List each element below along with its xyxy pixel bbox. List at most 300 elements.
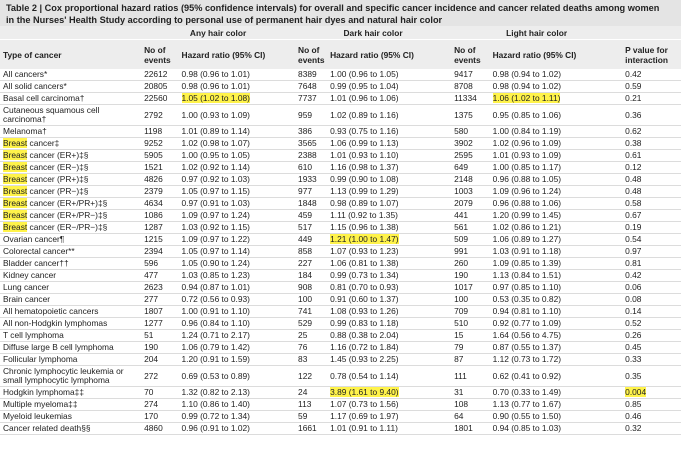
cell-hr-dark: 0.98 (0.89 to 1.07) xyxy=(327,198,451,210)
cell-type-rest: cancer (ER+/PR+)‡§ xyxy=(27,198,108,208)
cell-type: Kidney cancer xyxy=(0,270,141,282)
cell-hr-dark: 0.99 (0.83 to 1.18) xyxy=(327,318,451,330)
cell-hr-any: 1.02 (0.98 to 1.07) xyxy=(179,138,296,150)
cell-hr-any: 1.10 (0.86 to 1.40) xyxy=(179,399,296,411)
cell-pvalue: 0.21 xyxy=(622,93,681,105)
cell-pvalue: 0.14 xyxy=(622,306,681,318)
cell-events-light: 111 xyxy=(451,366,489,387)
caption-line-2: in the Nurses' Health Study according to personal use of permanent hair dyes and natural hair color xyxy=(6,15,443,25)
table-row xyxy=(0,423,681,435)
cell-events-any: 277 xyxy=(141,294,178,306)
cell-hr-light: 1.00 (0.85 to 1.17) xyxy=(490,162,623,174)
cell-type xyxy=(0,138,141,150)
cell-hr-any: 0.69 (0.53 to 0.89) xyxy=(179,366,296,387)
table-row xyxy=(0,354,681,366)
table-row xyxy=(0,126,681,138)
cell-hr-light: 0.98 (0.94 to 1.02) xyxy=(490,81,623,93)
table-row xyxy=(0,258,681,270)
cell-hr-any: 1.00 (0.91 to 1.10) xyxy=(179,306,296,318)
table-row xyxy=(0,150,681,162)
cell-hr-light: 1.03 (0.91 to 1.18) xyxy=(490,246,623,258)
cell-pvalue: 0.58 xyxy=(622,198,681,210)
cell-events-light: 3902 xyxy=(451,138,489,150)
cell-events-dark: 529 xyxy=(295,318,327,330)
cell-type-rest: cancer (PR+)‡§ xyxy=(27,174,89,184)
breast-highlight: Breast xyxy=(3,174,28,184)
cell-events-light: 561 xyxy=(451,222,489,234)
cell-pvalue: 0.48 xyxy=(622,186,681,198)
cell-type-rest: cancer (PR−)‡§ xyxy=(27,186,89,196)
breast-highlight: Breast xyxy=(3,186,28,196)
cell-hr-dark: 0.88 (0.38 to 2.04) xyxy=(327,330,451,342)
cell-type: Chronic lymphocytic leukemia or small lymphocytic lymphoma xyxy=(0,366,141,387)
cell-pvalue: 0.36 xyxy=(622,105,681,126)
cell-events-light: 510 xyxy=(451,318,489,330)
cell-hr-any: 0.96 (0.84 to 1.10) xyxy=(179,318,296,330)
table-row xyxy=(0,81,681,93)
cell-events-light: 9417 xyxy=(451,69,489,81)
cell-hr-light: 0.70 (0.33 to 1.49) xyxy=(490,387,623,399)
cell-hr-dark: 0.81 (0.70 to 0.93) xyxy=(327,282,451,294)
cell-pvalue: 0.81 xyxy=(622,258,681,270)
cell-events-light: 11334 xyxy=(451,93,489,105)
cell-hr-any: 0.98 (0.96 to 1.01) xyxy=(179,69,296,81)
cell-events-any: 1287 xyxy=(141,222,178,234)
cell-hr-any: 1.05 (0.90 to 1.24) xyxy=(179,258,296,270)
cell-events-any: 2394 xyxy=(141,246,178,258)
cell-events-light: 2595 xyxy=(451,150,489,162)
breast-highlight: Breast xyxy=(3,162,28,172)
cell-hr-dark: 1.07 (0.93 to 1.23) xyxy=(327,246,451,258)
cell-hr-light: 1.02 (0.96 to 1.09) xyxy=(490,138,623,150)
cell-events-light: 31 xyxy=(451,387,489,399)
cell-hr-light: 1.02 (0.86 to 1.21) xyxy=(490,222,623,234)
cell-type-rest: cancer (ER+)‡§ xyxy=(27,150,89,160)
value-highlight: 1.21 (1.00 to 1.47) xyxy=(330,234,399,244)
cell-pvalue: 0.62 xyxy=(622,126,681,138)
cell-hr-light: 0.94 (0.85 to 1.03) xyxy=(490,423,623,435)
cell-hr-any: 0.97 (0.91 to 1.03) xyxy=(179,198,296,210)
cell-events-any: 2379 xyxy=(141,186,178,198)
cell-events-dark: 908 xyxy=(295,282,327,294)
cell-type: Basal cell carcinoma† xyxy=(0,93,141,105)
caption-line-1: Table 2 | Cox proportional hazard ratios (95% confidence intervals) for overall and specific cancer incidence and cancer related deaths among women xyxy=(6,3,660,13)
cell-events-dark: 741 xyxy=(295,306,327,318)
cell-events-dark: 959 xyxy=(295,105,327,126)
table-row xyxy=(0,138,681,150)
cell-events-dark: 227 xyxy=(295,258,327,270)
cell-pvalue: 0.06 xyxy=(622,282,681,294)
cell-hr-light: 0.94 (0.81 to 1.10) xyxy=(490,306,623,318)
cell-pvalue: 0.42 xyxy=(622,270,681,282)
cell-type: Melanoma† xyxy=(0,126,141,138)
cell-hr-light: 0.97 (0.85 to 1.10) xyxy=(490,282,623,294)
cell-hr-light: 0.62 (0.41 to 0.92) xyxy=(490,366,623,387)
cell-pvalue: 0.46 xyxy=(622,411,681,423)
cell-hr-light: 1.09 (0.96 to 1.24) xyxy=(490,186,623,198)
cell-events-dark: 386 xyxy=(295,126,327,138)
cell-events-any: 9252 xyxy=(141,138,178,150)
cell-events-any: 2792 xyxy=(141,105,178,126)
cell-hr-dark: 1.45 (0.93 to 2.25) xyxy=(327,354,451,366)
cell-events-dark: 83 xyxy=(295,354,327,366)
breast-highlight: Breast xyxy=(3,150,28,160)
cell-type: All solid cancers* xyxy=(0,81,141,93)
cell-hr-any: 1.06 (0.79 to 1.42) xyxy=(179,342,296,354)
table-row xyxy=(0,399,681,411)
cell-type: Multiple myeloma‡‡ xyxy=(0,399,141,411)
cell-hr-any: 1.01 (0.89 to 1.14) xyxy=(179,126,296,138)
table-row xyxy=(0,234,681,246)
cell-events-any: 22612 xyxy=(141,69,178,81)
cell-hr-light: 1.13 (0.77 to 1.67) xyxy=(490,399,623,411)
cell-hr-any xyxy=(179,93,296,105)
cell-hr-light: 0.98 (0.94 to 1.02) xyxy=(490,69,623,81)
cell-type xyxy=(0,198,141,210)
cell-type: Brain cancer xyxy=(0,294,141,306)
table-row xyxy=(0,186,681,198)
column-header-row xyxy=(0,40,681,70)
cell-events-light: 1801 xyxy=(451,423,489,435)
table-caption xyxy=(0,0,681,26)
cell-hr-dark: 1.02 (0.89 to 1.16) xyxy=(327,105,451,126)
cell-type: Follicular lymphoma xyxy=(0,354,141,366)
cell-events-dark: 858 xyxy=(295,246,327,258)
table-row xyxy=(0,174,681,186)
cell-hr-dark: 0.91 (0.60 to 1.37) xyxy=(327,294,451,306)
cell-hr-light: 1.06 (0.89 to 1.27) xyxy=(490,234,623,246)
cell-events-dark: 517 xyxy=(295,222,327,234)
cell-events-dark: 1933 xyxy=(295,174,327,186)
cell-type: Colorectal cancer** xyxy=(0,246,141,258)
cell-hr-light: 1.12 (0.73 to 1.72) xyxy=(490,354,623,366)
cell-type: All non-Hodgkin lymphomas xyxy=(0,318,141,330)
cell-events-dark: 7648 xyxy=(295,81,327,93)
cell-hr-dark: 0.93 (0.75 to 1.16) xyxy=(327,126,451,138)
table-row xyxy=(0,330,681,342)
col-events-light: No of events xyxy=(451,40,489,70)
cell-hr-light: 0.96 (0.88 to 1.05) xyxy=(490,174,623,186)
cell-events-light: 580 xyxy=(451,126,489,138)
cell-hr-any: 1.24 (0.71 to 2.17) xyxy=(179,330,296,342)
cell-events-any: 204 xyxy=(141,354,178,366)
cell-pvalue: 0.33 xyxy=(622,354,681,366)
cell-pvalue: 0.85 xyxy=(622,399,681,411)
cell-hr-dark: 1.15 (0.96 to 1.38) xyxy=(327,222,451,234)
cell-type: Lung cancer xyxy=(0,282,141,294)
cell-events-any: 274 xyxy=(141,399,178,411)
cell-type xyxy=(0,210,141,222)
cell-hr-dark: 1.07 (0.73 to 1.56) xyxy=(327,399,451,411)
table-row xyxy=(0,282,681,294)
col-hr-any: Hazard ratio (95% CI) xyxy=(179,40,296,70)
cell-events-light: 79 xyxy=(451,342,489,354)
group-light-hair: Light hair color xyxy=(451,26,622,40)
col-hr-dark: Hazard ratio (95% CI) xyxy=(327,40,451,70)
table-body xyxy=(0,69,681,435)
cell-hr-dark: 1.16 (0.72 to 1.84) xyxy=(327,342,451,354)
cell-hr-any: 0.99 (0.72 to 1.34) xyxy=(179,411,296,423)
cell-events-any: 1086 xyxy=(141,210,178,222)
cell-hr-light: 1.09 (0.85 to 1.39) xyxy=(490,258,623,270)
cell-hr-dark: 1.17 (0.69 to 1.97) xyxy=(327,411,451,423)
breast-highlight: Breast xyxy=(3,198,28,208)
table-row xyxy=(0,222,681,234)
cell-hr-dark: 0.78 (0.54 to 1.14) xyxy=(327,366,451,387)
cell-events-light: 991 xyxy=(451,246,489,258)
cell-events-any: 1807 xyxy=(141,306,178,318)
breast-highlight: Breast xyxy=(3,138,28,148)
cell-hr-light: 1.01 (0.93 to 1.09) xyxy=(490,150,623,162)
cell-events-dark: 184 xyxy=(295,270,327,282)
cell-events-light: 709 xyxy=(451,306,489,318)
table-row xyxy=(0,162,681,174)
cell-events-any: 4634 xyxy=(141,198,178,210)
table-row xyxy=(0,366,681,387)
cell-events-light: 108 xyxy=(451,399,489,411)
cell-pvalue: 0.19 xyxy=(622,222,681,234)
cell-events-light: 100 xyxy=(451,294,489,306)
cell-hr-any: 1.09 (0.97 to 1.24) xyxy=(179,210,296,222)
table-row xyxy=(0,93,681,105)
group-dark-hair: Dark hair color xyxy=(295,26,451,40)
col-pvalue: P value for interaction xyxy=(622,40,681,70)
cell-events-dark: 8389 xyxy=(295,69,327,81)
cell-hr-light: 0.87 (0.55 to 1.37) xyxy=(490,342,623,354)
cell-type: T cell lymphoma xyxy=(0,330,141,342)
cell-events-any: 51 xyxy=(141,330,178,342)
cell-type xyxy=(0,162,141,174)
cell-hr-dark: 1.01 (0.93 to 1.10) xyxy=(327,150,451,162)
group-header-row xyxy=(0,26,681,40)
col-hr-light: Hazard ratio (95% CI) xyxy=(490,40,623,70)
cell-events-any: 596 xyxy=(141,258,178,270)
cell-events-dark: 122 xyxy=(295,366,327,387)
table-row xyxy=(0,270,681,282)
cell-events-any: 1215 xyxy=(141,234,178,246)
cell-pvalue: 0.08 xyxy=(622,294,681,306)
cell-hr-any: 0.97 (0.92 to 1.03) xyxy=(179,174,296,186)
cell-type-rest: cancer (ER−)‡§ xyxy=(27,162,89,172)
cell-hr-light: 1.00 (0.84 to 1.19) xyxy=(490,126,623,138)
cell-hr-dark: 1.01 (0.96 to 1.06) xyxy=(327,93,451,105)
cell-events-dark: 25 xyxy=(295,330,327,342)
cell-type: Diffuse large B cell lymphoma xyxy=(0,342,141,354)
cell-events-light: 190 xyxy=(451,270,489,282)
cell-hr-light: 0.53 (0.35 to 0.82) xyxy=(490,294,623,306)
cell-events-light: 8708 xyxy=(451,81,489,93)
cell-events-dark: 113 xyxy=(295,399,327,411)
table-row xyxy=(0,69,681,81)
table-row xyxy=(0,294,681,306)
value-highlight: 1.06 (1.02 to 1.11) xyxy=(492,93,561,103)
cell-type: Myeloid leukemias xyxy=(0,411,141,423)
cell-hr-dark: 0.99 (0.90 to 1.08) xyxy=(327,174,451,186)
table-row xyxy=(0,387,681,399)
cell-hr-any: 1.00 (0.95 to 1.05) xyxy=(179,150,296,162)
cell-pvalue: 0.45 xyxy=(622,342,681,354)
cell-events-any: 20805 xyxy=(141,81,178,93)
cell-hr-any: 1.09 (0.97 to 1.22) xyxy=(179,234,296,246)
cell-pvalue xyxy=(622,387,681,399)
cell-events-dark: 449 xyxy=(295,234,327,246)
cell-type: Cutaneous squamous cell carcinoma† xyxy=(0,105,141,126)
cell-events-any: 22560 xyxy=(141,93,178,105)
cell-events-dark: 59 xyxy=(295,411,327,423)
cell-hr-any: 1.03 (0.85 to 1.23) xyxy=(179,270,296,282)
col-events-any: No of events xyxy=(141,40,178,70)
cell-hr-dark: 1.00 (0.96 to 1.05) xyxy=(327,69,451,81)
cell-events-any: 1198 xyxy=(141,126,178,138)
cell-hr-dark: 1.06 (0.99 to 1.13) xyxy=(327,138,451,150)
cell-events-light: 649 xyxy=(451,162,489,174)
table-row xyxy=(0,318,681,330)
cell-type: All hematopoietic cancers xyxy=(0,306,141,318)
cell-hr-any: 0.94 (0.87 to 1.01) xyxy=(179,282,296,294)
cell-hr-any: 1.05 (0.97 to 1.14) xyxy=(179,246,296,258)
breast-highlight: Breast xyxy=(3,210,28,220)
cell-events-any: 272 xyxy=(141,366,178,387)
cell-type xyxy=(0,150,141,162)
cell-hr-light: 0.90 (0.55 to 1.50) xyxy=(490,411,623,423)
cell-pvalue: 0.32 xyxy=(622,423,681,435)
cell-hr-any: 1.00 (0.93 to 1.09) xyxy=(179,105,296,126)
cell-type xyxy=(0,222,141,234)
cell-events-light: 15 xyxy=(451,330,489,342)
cell-events-light: 1003 xyxy=(451,186,489,198)
cell-events-light: 2148 xyxy=(451,174,489,186)
cell-type xyxy=(0,174,141,186)
cell-events-dark: 76 xyxy=(295,342,327,354)
cell-type-rest: cancer (ER−/PR−)‡§ xyxy=(27,222,108,232)
cell-events-any: 1521 xyxy=(141,162,178,174)
cell-hr-light: 0.92 (0.77 to 1.09) xyxy=(490,318,623,330)
table-row xyxy=(0,210,681,222)
cell-hr-light: 0.95 (0.85 to 1.06) xyxy=(490,105,623,126)
cell-hr-dark: 1.16 (0.98 to 1.37) xyxy=(327,162,451,174)
value-highlight: 1.05 (1.02 to 1.08) xyxy=(181,93,250,103)
cell-pvalue: 0.67 xyxy=(622,210,681,222)
cell-events-any: 5905 xyxy=(141,150,178,162)
cell-events-light: 87 xyxy=(451,354,489,366)
table-row xyxy=(0,306,681,318)
cell-type: Cancer related death§§ xyxy=(0,423,141,435)
cell-events-dark: 24 xyxy=(295,387,327,399)
value-highlight: 3.89 (1.61 to 9.40) xyxy=(330,387,399,397)
cell-type-rest: cancer‡ xyxy=(27,138,60,148)
table-row xyxy=(0,105,681,126)
cell-events-light: 1017 xyxy=(451,282,489,294)
cell-events-any: 4860 xyxy=(141,423,178,435)
cell-type: Hodgkin lymphoma‡‡ xyxy=(0,387,141,399)
cell-events-dark: 459 xyxy=(295,210,327,222)
cell-events-dark: 100 xyxy=(295,294,327,306)
cell-hr-dark: 1.08 (0.93 to 1.26) xyxy=(327,306,451,318)
cell-pvalue: 0.12 xyxy=(622,162,681,174)
cell-hr-dark: 0.99 (0.73 to 1.34) xyxy=(327,270,451,282)
cell-events-dark: 610 xyxy=(295,162,327,174)
cell-events-dark: 3565 xyxy=(295,138,327,150)
cell-events-any: 70 xyxy=(141,387,178,399)
cell-hr-light: 1.64 (0.56 to 4.75) xyxy=(490,330,623,342)
cell-events-any: 4826 xyxy=(141,174,178,186)
cell-events-any: 190 xyxy=(141,342,178,354)
table-row xyxy=(0,342,681,354)
table-row xyxy=(0,198,681,210)
col-type: Type of cancer xyxy=(0,40,141,70)
cell-events-dark: 7737 xyxy=(295,93,327,105)
cell-events-light: 64 xyxy=(451,411,489,423)
cell-hr-any: 1.03 (0.92 to 1.15) xyxy=(179,222,296,234)
cell-hr-dark: 0.99 (0.95 to 1.04) xyxy=(327,81,451,93)
cell-events-light: 509 xyxy=(451,234,489,246)
cell-type-rest: cancer (ER+/PR−)‡§ xyxy=(27,210,108,220)
cell-pvalue: 0.52 xyxy=(622,318,681,330)
cell-hr-any: 1.32 (0.82 to 2.13) xyxy=(179,387,296,399)
cell-events-light: 441 xyxy=(451,210,489,222)
cell-hr-any: 1.20 (0.91 to 1.59) xyxy=(179,354,296,366)
cell-pvalue: 0.26 xyxy=(622,330,681,342)
cell-hr-light: 0.96 (0.88 to 1.06) xyxy=(490,198,623,210)
cell-events-dark: 1661 xyxy=(295,423,327,435)
cell-hr-light xyxy=(490,93,623,105)
cell-type xyxy=(0,186,141,198)
cell-hr-dark xyxy=(327,234,451,246)
cell-type: All cancers* xyxy=(0,69,141,81)
cell-events-light: 260 xyxy=(451,258,489,270)
cell-pvalue: 0.38 xyxy=(622,138,681,150)
cell-hr-dark: 1.13 (0.99 to 1.29) xyxy=(327,186,451,198)
cell-events-any: 1277 xyxy=(141,318,178,330)
cell-hr-any: 1.02 (0.92 to 1.14) xyxy=(179,162,296,174)
group-any-hair: Any hair color xyxy=(141,26,295,40)
cell-hr-any: 0.72 (0.56 to 0.93) xyxy=(179,294,296,306)
cell-events-light: 1375 xyxy=(451,105,489,126)
cell-events-dark: 1848 xyxy=(295,198,327,210)
breast-highlight: Breast xyxy=(3,222,28,232)
cell-hr-any: 0.96 (0.91 to 1.02) xyxy=(179,423,296,435)
cell-pvalue: 0.48 xyxy=(622,174,681,186)
value-highlight: 0.004 xyxy=(625,387,647,397)
cell-hr-dark: 1.11 (0.92 to 1.35) xyxy=(327,210,451,222)
cell-events-light: 2079 xyxy=(451,198,489,210)
cell-hr-dark: 1.06 (0.81 to 1.38) xyxy=(327,258,451,270)
cell-hr-dark xyxy=(327,387,451,399)
cell-pvalue: 0.97 xyxy=(622,246,681,258)
cell-pvalue: 0.35 xyxy=(622,366,681,387)
cell-hr-light: 1.20 (0.99 to 1.45) xyxy=(490,210,623,222)
cell-hr-any: 0.98 (0.96 to 1.01) xyxy=(179,81,296,93)
cell-hr-light: 1.13 (0.84 to 1.51) xyxy=(490,270,623,282)
results-table xyxy=(0,26,681,435)
cell-events-any: 170 xyxy=(141,411,178,423)
cell-pvalue: 0.59 xyxy=(622,81,681,93)
cell-pvalue: 0.61 xyxy=(622,150,681,162)
table-row xyxy=(0,411,681,423)
cell-hr-any: 1.05 (0.97 to 1.15) xyxy=(179,186,296,198)
cell-events-any: 477 xyxy=(141,270,178,282)
cell-type: Bladder cancer†† xyxy=(0,258,141,270)
cell-events-dark: 977 xyxy=(295,186,327,198)
cell-pvalue: 0.54 xyxy=(622,234,681,246)
cell-pvalue: 0.42 xyxy=(622,69,681,81)
table-row xyxy=(0,246,681,258)
cell-events-dark: 2388 xyxy=(295,150,327,162)
cell-type: Ovarian cancer¶ xyxy=(0,234,141,246)
cell-events-any: 2623 xyxy=(141,282,178,294)
col-events-dark: No of events xyxy=(295,40,327,70)
cell-hr-dark: 1.01 (0.91 to 1.11) xyxy=(327,423,451,435)
